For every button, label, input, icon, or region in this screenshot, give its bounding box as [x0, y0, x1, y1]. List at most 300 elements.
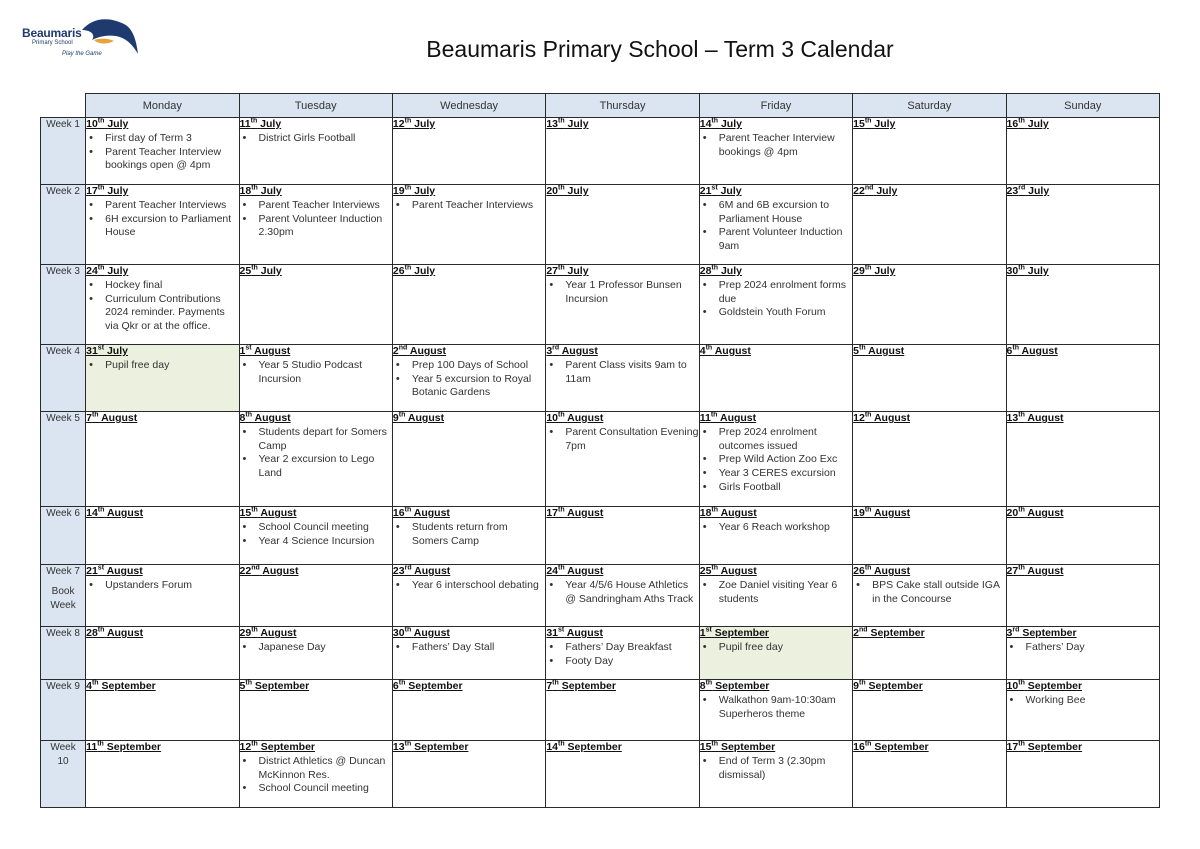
week-label	[41, 345, 86, 412]
day-date	[546, 741, 698, 755]
weekday-header-wednesday: Wednesday	[392, 94, 545, 118]
day-date	[393, 565, 545, 579]
event-item: • Pupil free day	[700, 641, 852, 655]
weekday-header-thursday: Thursday	[546, 94, 699, 118]
day-date	[240, 680, 392, 694]
week-label	[41, 627, 86, 680]
date-month: July	[107, 265, 129, 277]
date-number: 18	[239, 185, 252, 197]
day-cell	[699, 345, 852, 412]
event-list	[546, 279, 698, 307]
event-list	[1007, 694, 1159, 708]
date-suffix: th	[864, 564, 872, 572]
day-cell	[239, 507, 392, 565]
date-number: 21	[699, 185, 712, 197]
event-item: • Year 1 Professor Bunsen Incursion	[546, 279, 698, 307]
event-item: • Japanese Day	[240, 641, 392, 655]
day-date	[86, 118, 238, 132]
date-suffix: th	[1018, 740, 1025, 748]
date-number: 13	[546, 118, 559, 130]
event-list	[240, 132, 392, 146]
day-cell	[1006, 412, 1159, 507]
date-month: August	[407, 412, 445, 424]
date-month: September	[874, 741, 929, 753]
day-cell	[853, 741, 1006, 808]
date-suffix: th	[558, 184, 565, 192]
day-cell	[699, 185, 852, 265]
event-list	[546, 579, 698, 607]
day-cell	[699, 507, 852, 565]
date-suffix: th	[398, 411, 406, 419]
day-date	[853, 265, 1005, 279]
date-number: 7	[546, 680, 553, 692]
date-suffix: st	[245, 344, 252, 352]
date-month: August	[254, 412, 291, 424]
day-cell	[699, 118, 852, 185]
day-cell	[239, 185, 392, 265]
day-cell	[392, 627, 545, 680]
day-cell	[546, 507, 699, 565]
day-date	[546, 507, 698, 521]
day-cell	[392, 680, 545, 741]
event-list	[240, 199, 392, 240]
logo-school-sub: Primary School	[32, 40, 73, 46]
date-month: July	[720, 185, 742, 197]
date-suffix: th	[710, 411, 718, 419]
day-date	[86, 412, 238, 426]
day-date	[700, 345, 852, 359]
event-list	[700, 132, 852, 160]
date-suffix: th	[558, 564, 565, 572]
date-number: 16	[392, 507, 405, 519]
day-cell	[546, 627, 699, 680]
day-date	[1007, 118, 1159, 132]
event-list	[240, 755, 392, 796]
day-cell	[86, 680, 239, 741]
day-cell	[86, 185, 239, 265]
date-number: 13	[1006, 412, 1019, 424]
event-item: • Year 6 Reach workshop	[700, 521, 852, 535]
day-cell	[239, 345, 392, 412]
date-suffix: rd	[404, 564, 412, 572]
date-suffix: th	[1018, 411, 1025, 419]
event-item: • Year 2 excursion to Lego Land	[240, 453, 392, 481]
week-subtitle: Book Week	[50, 586, 76, 611]
date-month: September	[567, 741, 622, 753]
day-cell	[853, 565, 1006, 627]
date-suffix: th	[404, 264, 412, 272]
date-month: July	[567, 185, 589, 197]
day-date	[546, 265, 698, 279]
date-month: August	[1027, 565, 1064, 577]
day-cell	[546, 680, 699, 741]
event-list	[393, 521, 545, 549]
event-item: • District Athletics @ Duncan McKinnon Res.	[240, 755, 392, 783]
date-suffix: st	[97, 564, 105, 572]
date-number: 22	[853, 185, 865, 197]
week-number: Week 6	[46, 508, 80, 519]
event-list	[700, 279, 852, 320]
date-suffix: th	[711, 740, 719, 748]
day-cell	[86, 118, 239, 185]
event-item: • Year 4 Science Incursion	[240, 535, 392, 549]
day-date	[86, 265, 238, 279]
day-cell	[1006, 741, 1159, 808]
event-list	[393, 199, 545, 213]
event-item: • First day of Term 3	[86, 132, 238, 146]
event-list	[240, 521, 392, 549]
date-number: 2	[853, 627, 859, 639]
date-suffix: th	[558, 264, 565, 272]
date-suffix: th	[711, 506, 719, 514]
day-cell	[546, 265, 699, 345]
date-month: August	[873, 565, 911, 577]
date-number: 4	[699, 345, 706, 357]
date-number: 19	[853, 507, 865, 519]
event-item: • Fathers’ Day Breakfast	[546, 641, 698, 655]
date-number: 21	[86, 565, 98, 577]
date-month: July	[106, 345, 128, 357]
date-number: 25	[239, 265, 252, 277]
date-month: August	[720, 565, 757, 577]
day-cell	[699, 412, 852, 507]
day-date	[1007, 741, 1159, 755]
date-number: 16	[853, 741, 865, 753]
day-date	[700, 118, 852, 132]
day-cell	[546, 185, 699, 265]
date-month: September	[715, 680, 770, 692]
event-item: • Parent Teacher Interviews	[240, 199, 392, 213]
day-date	[1007, 565, 1159, 579]
week-row	[41, 345, 1160, 412]
day-cell	[1006, 627, 1159, 680]
date-suffix: th	[711, 564, 719, 572]
date-month: August	[720, 507, 757, 519]
date-suffix: nd	[398, 344, 408, 352]
event-list	[700, 641, 852, 655]
date-month: July	[876, 185, 898, 197]
day-date	[86, 627, 238, 641]
day-date	[393, 680, 545, 694]
week-number: Week 1	[46, 119, 80, 130]
date-suffix: st	[97, 344, 105, 352]
date-number: 10	[1006, 680, 1019, 692]
date-number: 13	[392, 741, 405, 753]
week-label	[41, 741, 86, 808]
date-suffix: th	[97, 117, 105, 125]
week-label	[41, 565, 86, 627]
date-suffix: th	[97, 740, 104, 748]
event-item: • Parent Teacher Interviews	[393, 199, 545, 213]
day-cell	[239, 565, 392, 627]
date-number: 2	[392, 345, 399, 357]
day-cell	[546, 345, 699, 412]
event-list	[1007, 641, 1159, 655]
week-row	[41, 185, 1160, 265]
date-month: September	[870, 627, 925, 639]
date-number: 14	[86, 507, 98, 519]
day-date	[700, 185, 852, 199]
event-list	[393, 579, 545, 593]
date-suffix: th	[251, 740, 258, 748]
day-cell	[699, 627, 852, 680]
day-date	[393, 412, 545, 426]
date-number: 22	[239, 565, 252, 577]
day-date	[1007, 627, 1159, 641]
date-suffix: th	[864, 264, 872, 272]
event-list	[240, 359, 392, 387]
date-number: 8	[239, 412, 246, 424]
day-date	[853, 507, 1005, 521]
day-cell	[1006, 507, 1159, 565]
date-suffix: th	[864, 117, 872, 125]
day-cell	[546, 412, 699, 507]
day-date	[86, 680, 238, 694]
day-cell	[239, 412, 392, 507]
date-suffix: th	[864, 740, 872, 748]
event-item: • Footy Day	[546, 655, 698, 669]
date-number: 4	[86, 680, 92, 692]
date-number: 30	[392, 627, 405, 639]
date-suffix: rd	[1018, 184, 1026, 192]
date-month: September	[260, 741, 316, 753]
date-suffix: th	[251, 626, 258, 634]
date-number: 12	[853, 412, 865, 424]
day-date	[393, 507, 545, 521]
day-date	[1007, 265, 1159, 279]
date-month: August	[260, 507, 297, 519]
date-number: 19	[392, 185, 405, 197]
date-suffix: th	[404, 184, 412, 192]
day-cell	[699, 265, 852, 345]
day-cell	[853, 507, 1006, 565]
date-number: 31	[546, 627, 559, 639]
event-list	[240, 641, 392, 655]
date-number: 1	[239, 345, 246, 357]
day-date	[853, 185, 1005, 199]
date-month: July	[260, 265, 282, 277]
event-item: • Students depart for Somers Camp	[240, 426, 392, 454]
date-month: September	[1027, 741, 1083, 753]
day-date	[86, 345, 238, 359]
date-number: 6	[392, 680, 399, 692]
event-item: • Working Bee	[1007, 694, 1159, 708]
day-date	[853, 565, 1005, 579]
logo-school-name: Beaumaris	[22, 26, 82, 40]
event-list	[240, 426, 392, 481]
week-row	[41, 565, 1160, 627]
day-cell	[699, 680, 852, 741]
date-month: September	[414, 741, 469, 753]
day-date	[240, 627, 392, 641]
day-cell	[392, 118, 545, 185]
day-date	[700, 265, 852, 279]
day-date	[240, 507, 392, 521]
date-month: September	[408, 680, 463, 692]
day-date	[546, 412, 698, 426]
event-list	[86, 579, 238, 593]
date-suffix: th	[552, 679, 559, 687]
day-cell	[853, 412, 1006, 507]
event-item: • Parent Consultation Evening 7pm	[546, 426, 698, 454]
date-number: 29	[239, 627, 252, 639]
date-suffix: th	[858, 679, 866, 687]
event-item: • Parent Teacher Interviews	[86, 199, 238, 213]
calendar-body	[41, 118, 1160, 808]
date-suffix: rd	[1012, 626, 1020, 634]
event-list	[546, 426, 698, 454]
event-list	[393, 641, 545, 655]
date-suffix: th	[251, 264, 258, 272]
date-suffix: st	[558, 626, 565, 634]
date-number: 9	[392, 412, 399, 424]
weekday-header-monday: Monday	[86, 94, 239, 118]
day-cell	[392, 412, 545, 507]
date-suffix: th	[558, 740, 565, 748]
date-month: July	[1027, 265, 1049, 277]
date-number: 18	[699, 507, 712, 519]
day-cell	[853, 118, 1006, 185]
date-suffix: th	[711, 264, 719, 272]
date-month: August	[1027, 412, 1064, 424]
week-row	[41, 741, 1160, 808]
day-cell	[546, 118, 699, 185]
event-item: • Pupil free day	[86, 359, 238, 373]
event-item: • Students return from Somers Camp	[393, 521, 545, 549]
day-date	[853, 412, 1005, 426]
date-suffix: th	[1018, 564, 1025, 572]
day-cell	[853, 345, 1006, 412]
date-month: September	[1027, 680, 1083, 692]
week-number: Week 4	[46, 346, 80, 357]
day-date	[700, 507, 852, 521]
event-item: • 6H excursion to Parliament House	[86, 213, 238, 241]
day-date	[853, 741, 1005, 755]
date-number: 26	[392, 265, 405, 277]
event-list	[700, 694, 852, 722]
date-suffix: nd	[864, 184, 874, 192]
date-number: 29	[853, 265, 865, 277]
day-date	[1007, 185, 1159, 199]
date-month: July	[260, 118, 282, 130]
date-month: August	[868, 345, 905, 357]
day-cell	[392, 507, 545, 565]
week-label	[41, 118, 86, 185]
week-label	[41, 412, 86, 507]
week-number: Week 10	[50, 742, 76, 767]
date-number: 12	[239, 741, 252, 753]
date-suffix: th	[705, 344, 713, 352]
date-number: 8	[699, 680, 706, 692]
day-date	[240, 412, 392, 426]
day-cell	[86, 345, 239, 412]
date-month: August	[414, 565, 451, 577]
day-date	[1007, 680, 1159, 694]
day-cell	[86, 627, 239, 680]
date-suffix: th	[864, 411, 872, 419]
week-number: Week 5	[46, 413, 80, 424]
day-date	[1007, 412, 1159, 426]
day-date	[853, 345, 1005, 359]
date-month: August	[413, 627, 450, 639]
day-cell	[86, 412, 239, 507]
date-month: August	[262, 565, 299, 577]
date-number: 27	[546, 265, 559, 277]
day-date	[393, 741, 545, 755]
date-month: July	[107, 118, 129, 130]
date-month: August	[566, 627, 603, 639]
day-cell	[239, 741, 392, 808]
date-number: 14	[546, 741, 559, 753]
date-month: September	[254, 680, 310, 692]
date-month: August	[106, 507, 144, 519]
day-cell	[86, 565, 239, 627]
day-cell	[86, 741, 239, 808]
date-suffix: th	[251, 184, 258, 192]
date-suffix: th	[1012, 344, 1019, 352]
day-date	[546, 118, 698, 132]
date-month: August	[561, 345, 598, 357]
date-number: 25	[699, 565, 712, 577]
event-item: • Prep Wild Action Zoo Exc	[700, 453, 852, 467]
date-month: July	[567, 265, 589, 277]
date-month: July	[720, 265, 742, 277]
date-number: 15	[699, 741, 712, 753]
day-date	[240, 185, 392, 199]
date-number: 5	[853, 345, 859, 357]
date-month: August	[413, 507, 450, 519]
day-cell	[853, 680, 1006, 741]
day-date	[1007, 345, 1159, 359]
weekday-header-row	[41, 94, 1160, 118]
date-suffix: nd	[858, 626, 868, 634]
date-month: September	[714, 627, 770, 639]
event-list	[546, 641, 698, 669]
week-number: Week 8	[46, 628, 80, 639]
date-month: August	[873, 507, 911, 519]
day-date	[86, 565, 238, 579]
week-row	[41, 507, 1160, 565]
event-list	[546, 359, 698, 387]
date-month: July	[874, 265, 896, 277]
date-number: 27	[1006, 565, 1019, 577]
date-suffix: th	[864, 506, 872, 514]
date-number: 23	[1006, 185, 1019, 197]
date-suffix: th	[404, 740, 412, 748]
week-number: Week 3	[46, 266, 80, 277]
day-cell	[853, 265, 1006, 345]
date-suffix: th	[711, 117, 719, 125]
date-month: August	[409, 345, 447, 357]
day-date	[853, 680, 1005, 694]
date-month: August	[106, 565, 143, 577]
event-list	[86, 279, 238, 334]
date-suffix: st	[705, 626, 712, 634]
event-item: • Girls Football	[700, 481, 852, 495]
event-item: • Parent Volunteer Induction 2.30pm	[240, 213, 392, 241]
date-month: August	[1021, 345, 1058, 357]
week-label	[41, 680, 86, 741]
date-suffix: th	[91, 411, 99, 419]
page-title: Beaumaris Primary School – Term 3 Calendar	[426, 36, 894, 62]
day-date	[546, 680, 698, 694]
date-month: August	[873, 412, 911, 424]
day-cell	[239, 265, 392, 345]
date-month: July	[720, 118, 742, 130]
event-item: • District Girls Football	[240, 132, 392, 146]
date-number: 20	[546, 185, 559, 197]
event-item: • School Council meeting	[240, 521, 392, 535]
